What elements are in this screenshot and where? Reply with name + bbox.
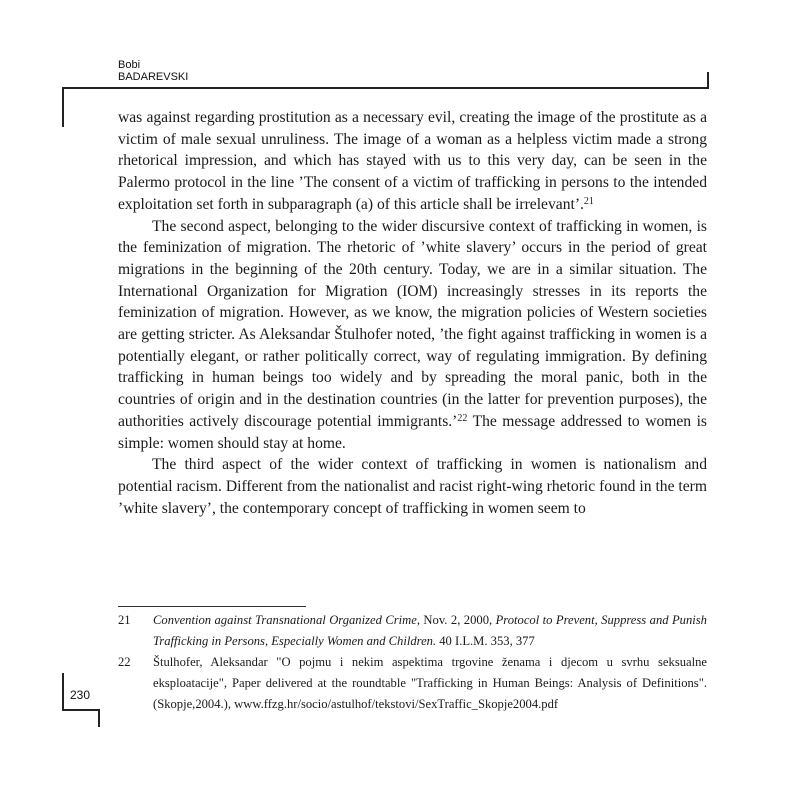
header-rule-right-tick <box>707 72 709 88</box>
footnote-22 <box>118 652 707 715</box>
header-rule <box>62 87 709 89</box>
body-text <box>118 107 707 519</box>
footnote-ref-22[interactable]: 22 <box>457 412 468 424</box>
footer-rule-down-tick <box>98 709 100 727</box>
footnote-21 <box>118 610 707 652</box>
page-number: 230 <box>70 688 91 702</box>
paragraph-3 <box>118 454 707 519</box>
footnote-citation: 40 I.L.M. 353, 377 <box>436 634 535 648</box>
footnote-subtitle: Protocol to Prevent, Suppress and Punish Trafficking in Persons, Especially Women and Children. <box>153 613 707 648</box>
paragraph-1 <box>118 107 707 216</box>
footnotes <box>118 610 707 715</box>
paragraph-2 <box>118 216 707 455</box>
author-last-name: BADAREVSKI <box>118 71 189 83</box>
footnote-separator <box>118 606 306 607</box>
header-rule-left-tick <box>62 87 64 127</box>
footnote-ref-21[interactable]: 21 <box>583 195 594 207</box>
footer-rule <box>62 709 99 711</box>
paragraph-3-text: The third aspect of the wider context of trafficking in women is nationalism and potential racism. Different from the nationalist and racist right-wing rhetoric found in the term ’white slavery’, the contemporary concept of trafficking in women seem to <box>118 456 707 517</box>
paragraph-2-text-after: The message addressed to women is simple: women should stay at home. <box>118 412 707 452</box>
footnote-number: 21 <box>118 613 131 627</box>
footnote-date: Nov. 2, 2000, <box>419 613 496 627</box>
footer-rule-left-tick <box>62 673 64 710</box>
author-first-name: Bobi <box>118 59 141 71</box>
running-header-author <box>118 59 188 83</box>
paragraph-2-text: The second aspect, belonging to the wider discursive context of trafficking in women, is the feminization of migration. The rhetoric of ’white slavery’ occurs in the period of great migrations in the beginning of the 20th century. Today, we are in a similar situation. The International Organization for Migration (IOM) increasingly stresses in its reports the feminization of migration. However, as we know, the migration policies of Western societies are getting stricter. As Aleksandar Štulhofer noted, ’the fight against trafficking in women is a potentially elegant, or rather politically correct, way of regulating immigration. By defining trafficking in human beings too widely and by spreading the moral panic, both in the countries of origin and in the destination countries (in the latter for prevention purposes), the authorities actively discourage potential immigrants.’ <box>118 217 707 430</box>
footnote-text: Štulhofer, Aleksandar "O pojmu i nekim aspektima trgovine ženama i djecom u svrhu seksualne eksploatacije", Paper delivered at the roundtable "Trafficking in Human Beings: Analysis of Definitions". (Skopje,2004.), www.ffzg.hr/socio/astulhof/tekstovi/SexTraffic_Skopje2004.pdf <box>153 655 707 711</box>
paragraph-1-text: was against regarding prostitution as a necessary evil, creating the image of the prostitute as a victim of male sexual unruliness. The image of a woman as a helpless victim made a strong rhetorical impression, and which has stayed with us to this very day, can be seen in the Palermo protocol in the line ’The consent of a victim of trafficking in persons to the intended exploitation set forth in subparagraph (a) of this article shall be irrelevant’. <box>118 109 707 213</box>
footnote-number: 22 <box>118 655 131 669</box>
footnote-title: Convention against Transnational Organized Crime, <box>153 613 420 627</box>
